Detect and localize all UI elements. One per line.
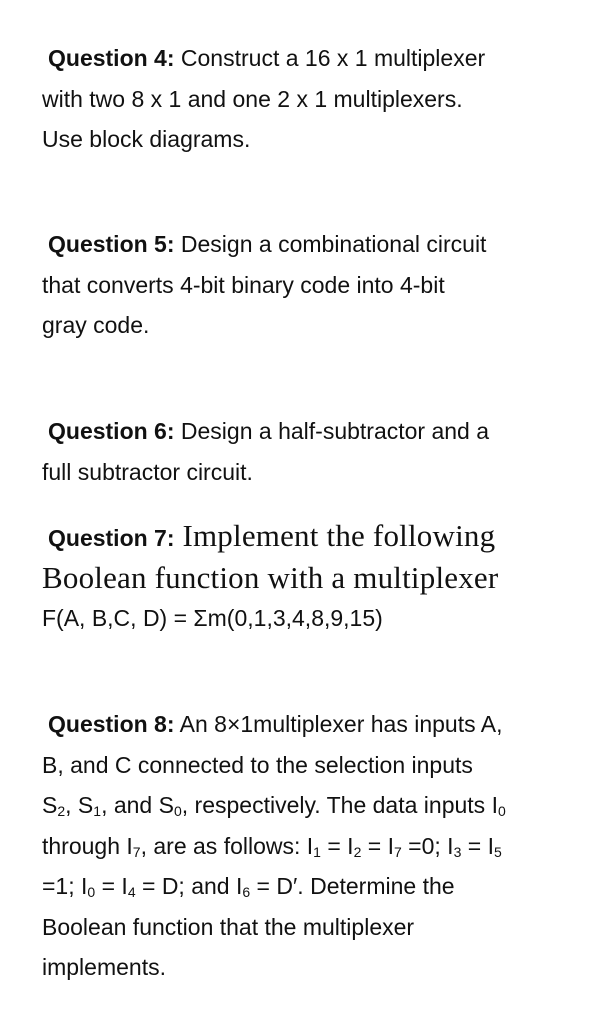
question-7-function: F(A, B,C, D) = Σm(0,1,3,4,8,9,15) (42, 605, 383, 631)
question-4-label: Question 4: (48, 45, 175, 71)
question-5-line-2: that converts 4-bit binary code into 4-bit (42, 271, 445, 298)
question-6-label: Question 6: (48, 418, 175, 444)
question-6-line-2: full subtractor circuit. (42, 458, 253, 485)
question-4-line-3: Use block diagrams. (42, 126, 251, 152)
subscript: 5 (493, 843, 502, 860)
question-8-line-6: Boolean function that the multiplexer (42, 913, 415, 940)
subscript: 0 (173, 803, 182, 819)
text-run: =1; I (42, 873, 88, 899)
question-8-text-1: An 8×1multiplexer has inputs A, (174, 711, 503, 737)
question-5-line-1 (42, 224, 582, 265)
subscript: 4 (127, 884, 136, 900)
text-run: , S (65, 792, 94, 818)
text-run: S (42, 792, 58, 818)
question-8-line-1 (42, 704, 582, 745)
subscript: 1 (313, 843, 321, 860)
subscript: 7 (132, 843, 141, 860)
question-7 (42, 516, 582, 638)
subscript: 7 (393, 843, 402, 860)
text-run: = D′. Determine the (250, 873, 455, 899)
text-run: = I (361, 832, 394, 859)
text-run: , are as follows: I (140, 832, 314, 859)
text-run: = I (320, 832, 354, 859)
question-8-line-2: B, and C connected to the selection inputs (42, 751, 473, 778)
question-7-line-2: Boolean function with a multiplexer (42, 560, 499, 595)
text-run: through I (42, 832, 133, 859)
question-5 (42, 224, 582, 346)
text-run: = D; and I (135, 873, 243, 899)
question-6-line-1 (42, 411, 582, 452)
question-5-label: Question 5: (48, 231, 175, 257)
question-8-line-4 (42, 826, 582, 867)
question-4 (42, 38, 582, 160)
subscript: 3 (453, 843, 462, 860)
question-7-label: Question 7: (48, 525, 175, 551)
subscript: 1 (93, 803, 102, 819)
subscript: 2 (57, 803, 66, 819)
question-8-line-7: implements. (42, 954, 166, 980)
question-4-line-2: with two 8 x 1 and one 2 x 1 multiplexers. (42, 85, 463, 112)
text-run: = I (95, 873, 128, 899)
subscript: 0 (497, 803, 506, 819)
text-run: , respectively. The data inputs I (181, 792, 498, 818)
question-8-label: Question 8: (48, 711, 175, 737)
subscript: 0 (87, 884, 96, 900)
subscript: 6 (242, 884, 251, 900)
question-8-line-3 (42, 785, 582, 826)
subscript: 2 (353, 843, 362, 860)
question-5-text-1: Design a combinational circuit (174, 231, 487, 257)
question-8-line-5 (42, 866, 582, 907)
question-4-line-1 (42, 38, 582, 79)
question-5-line-3: gray code. (42, 312, 150, 338)
question-4-text-1: Construct a 16 x 1 multiplexer (174, 45, 486, 71)
text-run: = I (461, 832, 494, 859)
text-run: =0; I (401, 832, 454, 859)
question-6-text-1: Design a half-subtractor and a (174, 418, 490, 444)
text-run: , and S (101, 792, 174, 818)
question-6 (42, 411, 582, 492)
question-7-line-1 (42, 516, 582, 558)
question-7-text-1: Implement the following (174, 518, 496, 553)
question-8 (42, 704, 582, 988)
